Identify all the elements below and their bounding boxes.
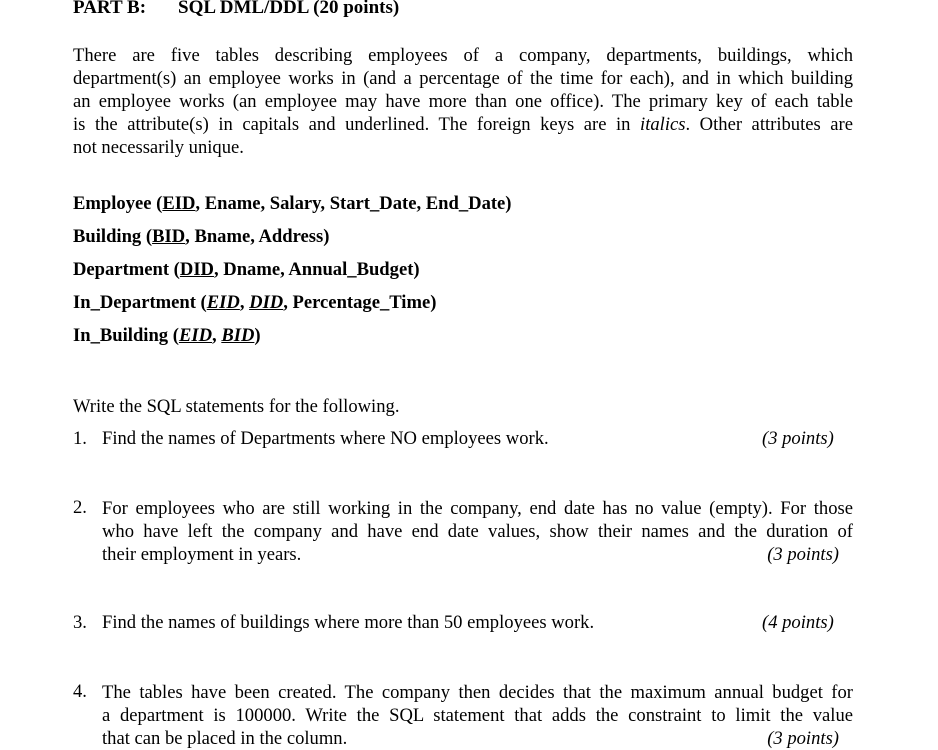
question-number: 3. [73, 612, 87, 633]
question-line: who have left the company and have end date values, show their names and the duration of [102, 521, 853, 542]
intro-line: is the attribute(s) in capitals and underlined. The foreign keys are in italics. Other attributes are [73, 114, 853, 135]
question-points: (4 points) [762, 612, 834, 633]
question-points: (3 points) [767, 544, 839, 565]
italics-word: italics [640, 114, 686, 135]
intro-line: There are five tables describing employees of a company, departments, buildings, which [73, 45, 853, 66]
question-number: 4. [73, 681, 87, 702]
primary-key: BID [152, 226, 186, 247]
part-title: SQL DML/DDL (20 points) [178, 0, 400, 18]
primary-key: DID [179, 259, 214, 280]
instructions: Write the SQL statements for the following. [73, 396, 400, 417]
question-line: a department is 100000. Write the SQL statement that adds the constraint to limit the value [102, 705, 853, 726]
schema-department: Department (DID, Dname, Annual_Budget) [73, 259, 420, 280]
question-text [102, 681, 853, 750]
foreign-key: EID [206, 292, 240, 313]
question-line: The tables have been created. The company then decides that the maximum annual budget for [102, 682, 853, 703]
question-number: 2. [73, 497, 87, 518]
intro-line: an employee works (an employee may have more than one office). The primary key of each table [73, 91, 853, 112]
question-number: 1. [73, 428, 87, 449]
question-text: Find the names of Departments where NO employees work. [102, 428, 549, 449]
question-line: their employment in years. (3 points) [102, 544, 839, 565]
primary-key: EID [162, 193, 196, 214]
question-points: (3 points) [767, 728, 839, 749]
schema-in-building: In_Building (EID, BID) [73, 325, 261, 346]
schema-building: Building (BID, Bname, Address) [73, 226, 330, 247]
foreign-key: BID [221, 325, 255, 346]
question-points: (3 points) [762, 428, 834, 449]
foreign-key: EID [178, 325, 213, 346]
part-label: PART B: [73, 0, 147, 18]
intro-line: not necessarily unique. [73, 137, 244, 158]
question-line: For employees who are still working in the company, end date has no value (empty). For those [102, 498, 853, 519]
schema-in-department: In_Department (EID, DID, Percentage_Time) [73, 292, 437, 313]
schema-employee: Employee (EID, Ename, Salary, Start_Date, End_Date) [73, 193, 512, 214]
foreign-key: DID [249, 292, 284, 313]
intro-paragraph [73, 44, 853, 159]
question-line: that can be placed in the column. (3 points) [102, 728, 839, 749]
question-text: Find the names of buildings where more than 50 employees work. [102, 612, 595, 633]
intro-line: department(s) an employee works in (and a percentage of the time for each), and in which building [73, 68, 853, 89]
question-text [102, 497, 853, 566]
